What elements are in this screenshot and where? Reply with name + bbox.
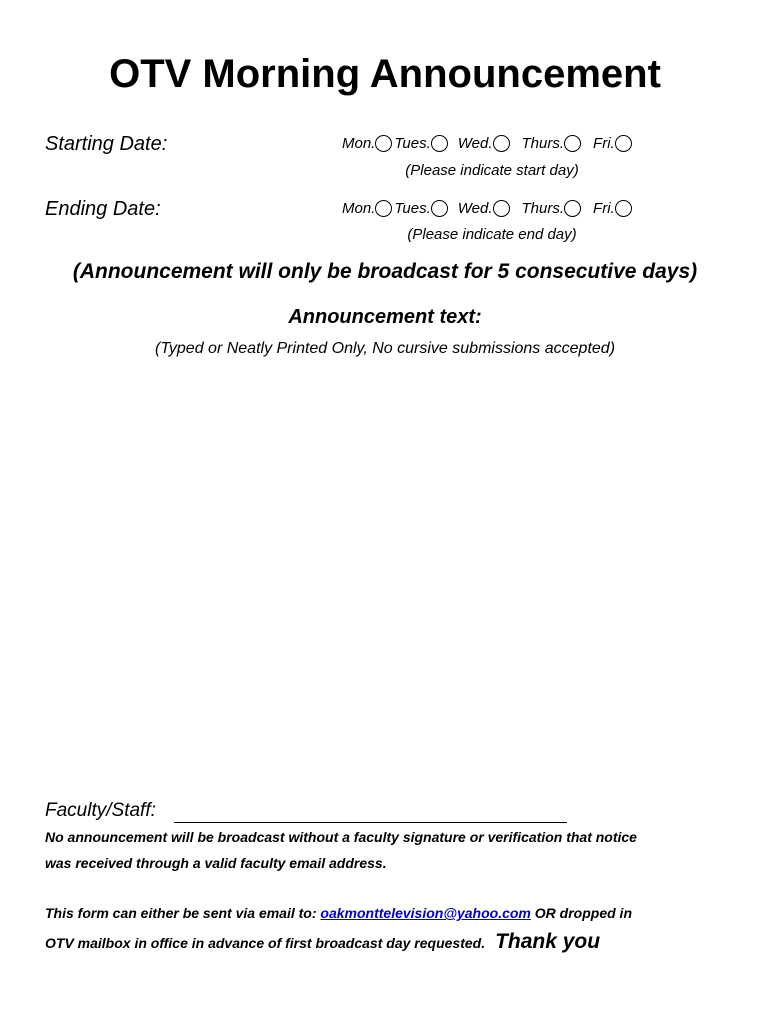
- submission-line-2-text: OTV mailbox in office in advance of first broadcast day requested.: [45, 935, 486, 951]
- end-mon-radio[interactable]: [375, 200, 392, 217]
- start-day-options: [342, 135, 632, 152]
- start-mon-radio[interactable]: [375, 135, 392, 152]
- end-thurs-radio[interactable]: [564, 200, 581, 217]
- end-wed-label: Wed.: [457, 200, 493, 217]
- ending-date-label: Ending Date:: [45, 198, 161, 220]
- thank-you-text: Thank you: [495, 930, 601, 953]
- notice-line-1: No announcement will be broadcast without a faculty signature or verification that notice: [45, 829, 637, 845]
- end-tues-label: Tues.: [394, 200, 431, 217]
- submission-suffix: OR dropped in: [530, 905, 632, 921]
- faculty-signature-field[interactable]: [176, 800, 570, 824]
- starting-date-label: Starting Date:: [45, 133, 168, 155]
- announcement-text-instructions: (Typed or Neatly Printed Only, No cursive submissions accepted): [154, 340, 616, 357]
- end-fri-label: Fri.: [593, 200, 615, 217]
- start-fri-label: Fri.: [593, 135, 615, 152]
- start-tues-label: Tues.: [394, 135, 431, 152]
- start-wed-label: Wed.: [457, 135, 493, 152]
- end-tues-radio[interactable]: [431, 200, 448, 217]
- submission-prefix: This form can either be sent via email to:: [45, 905, 321, 921]
- end-wed-radio[interactable]: [493, 200, 510, 217]
- start-thurs-label: Thurs.: [521, 135, 565, 152]
- start-mon-label: Mon.: [342, 135, 376, 152]
- announcement-text-heading: Announcement text:: [288, 306, 482, 328]
- end-day-options: [342, 200, 632, 217]
- start-fri-radio[interactable]: [615, 135, 632, 152]
- page-title: OTV Morning Announcement: [109, 52, 661, 96]
- faculty-staff-label: Faculty/Staff:: [45, 800, 156, 821]
- submission-line-2: [45, 930, 600, 954]
- end-day-hint: (Please indicate end day): [407, 226, 577, 243]
- end-fri-radio[interactable]: [615, 200, 632, 217]
- start-wed-radio[interactable]: [493, 135, 510, 152]
- notice-line-2: was received through a valid faculty email address.: [45, 855, 387, 871]
- start-thurs-radio[interactable]: [564, 135, 581, 152]
- end-mon-label: Mon.: [342, 200, 376, 217]
- submission-line-1: [45, 905, 632, 921]
- announcement-text-area[interactable]: [45, 372, 725, 792]
- start-tues-radio[interactable]: [431, 135, 448, 152]
- end-thurs-label: Thurs.: [521, 200, 565, 217]
- email-link[interactable]: oakmonttelevision@yahoo.com: [320, 905, 531, 921]
- consecutive-days-note: (Announcement will only be broadcast for 5 consecutive days): [72, 260, 698, 283]
- start-day-hint: (Please indicate start day): [405, 162, 579, 179]
